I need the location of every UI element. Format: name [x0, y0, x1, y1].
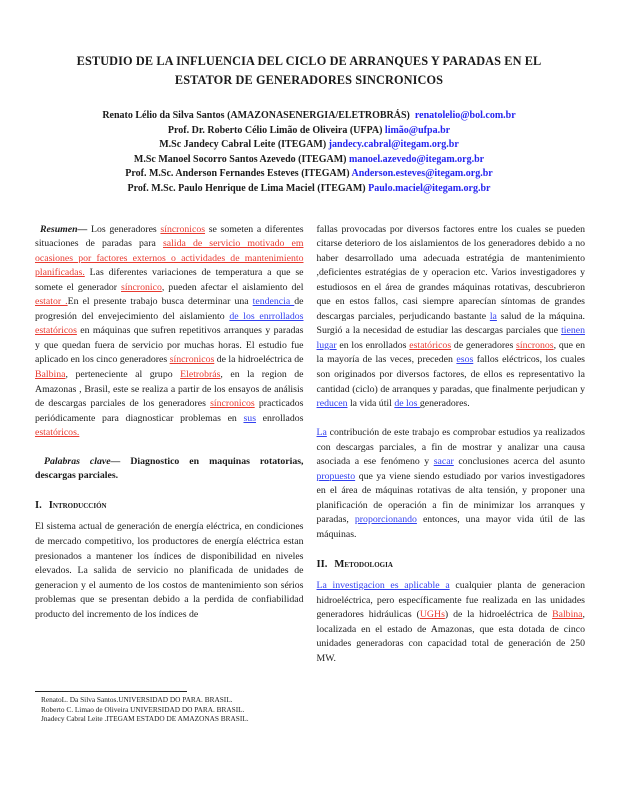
- author-name: Prof. Dr. Roberto Célio Limão de Oliveira (UFPA): [167, 124, 383, 136]
- text-run: proporcionando: [354, 514, 417, 526]
- text-run: conclusiones acerca del asunto: [453, 456, 585, 468]
- section-number: II.: [316, 558, 328, 570]
- text-run: , en la region de Amazonas , Brasil, este se realiza a partir de los ensayos de análisis de descargas parciales de los generadores: [35, 369, 304, 410]
- text-run: La investigacion es aplicable a: [316, 580, 450, 592]
- text-run: Eletrobrás: [180, 369, 221, 381]
- text-run: esos: [456, 354, 474, 366]
- keywords-paragraph: [35, 455, 304, 484]
- footnote-block: [35, 691, 304, 724]
- paper-title-line-2: ESTATOR DE GENERADORES SINCRONICOS: [174, 73, 444, 87]
- paper-title: [59, 52, 559, 90]
- author-name: Prof. M.Sc. Anderson Fernandes Esteves (ITEGAM): [125, 168, 350, 180]
- text-run: síncronico: [121, 281, 162, 293]
- text-run: síncronicos: [160, 223, 206, 235]
- text-run: generadores.: [419, 398, 470, 410]
- text-run: de los enrrollados: [229, 310, 304, 322]
- text-run: contribución de este trabajo es comprobar estudios ya realizados con descargas parciales, a fin de mostrar y analizar una causa asociada a ese fenómeno y: [316, 427, 585, 468]
- text-run: practicados periódicamente para diagnosticar problemas en: [35, 398, 304, 424]
- section-heading-introduction: [35, 499, 304, 514]
- author-line: [0, 109, 618, 124]
- text-run: estatóricos.: [35, 427, 80, 439]
- text-run: Palabras clave—: [44, 455, 131, 467]
- left-column: [35, 223, 304, 667]
- text-run: síncronos: [516, 339, 554, 351]
- section-number: I.: [35, 499, 42, 511]
- two-column-body: [35, 223, 585, 667]
- text-run: salud de la máquina. Surgió a la necesidad de estudiar las descargas parciales que: [316, 310, 586, 337]
- text-run: de generadores: [451, 339, 517, 351]
- footnote-line: RenatoL. Da Silva Santos.UNIVERSIDAD DO PARA. BRASIL.: [41, 695, 233, 704]
- text-run: La: [316, 427, 327, 439]
- footnote-separator-rule: [35, 691, 187, 692]
- text-run: Balbina: [552, 609, 583, 621]
- text-run: en máquinas que sufren repetitivos arranques y paradas y que quedan fuera de servicio por muchas horas. El estudio fue aplicado en los cinco generadores: [35, 325, 304, 366]
- text-run: En el presente trabajo busca determinar una: [67, 296, 253, 308]
- right-column: [317, 223, 586, 667]
- text-run: cualquier planta de generacion hidroeléctrica, pero específicamente fue realizada en las unidades generadores hidráulicas (: [316, 580, 586, 621]
- text-run: Las diferentes variaciones de temperatura a que se somete el generador: [35, 267, 304, 293]
- text-run: entonces, una mayor vida útil de las máquinas.: [316, 514, 585, 540]
- author-line: [0, 167, 618, 182]
- author-email-link[interactable]: renatolelio@bol.com.br: [414, 110, 516, 121]
- text-run: Diagnostico en maquinas rotatorias, descargas parciales.: [35, 455, 304, 482]
- text-run: salida de servicio motivado em ocasiones por factores externos o actividades de mantenimiento planificadas.: [35, 238, 304, 279]
- section-title: Introducción: [48, 499, 107, 511]
- author-line: [0, 138, 618, 153]
- text-run: que ya viene siendo estudiado por varios investigadores en el área de máquinas rotativas de alta tensión, y proponer una planificación de operación a fin de minimizar los arranques y paradas,: [316, 470, 585, 526]
- author-block: [0, 109, 618, 197]
- section-title: Metodologia: [334, 558, 393, 570]
- footnote-line: Roberto C. Limao de Oliveira UNIVERSIDAD DO PARA. BRASIL.: [41, 704, 245, 714]
- text-run: , pueden afectar el aislamiento del: [161, 281, 304, 293]
- text-run: estatóricos: [35, 325, 77, 337]
- text-run: fallos eléctricos, los cuales son originados por diversos factores, de ellos es representativo la cantidad (ciclo) de arranques y paradas, que finalmente perjudican y: [316, 354, 585, 395]
- author-name: Renato Lélio da Silva Santos (AMAZONASENERGIA/ELETROBRÁS): [102, 110, 410, 121]
- text-run: Los generadores: [91, 223, 161, 235]
- text-run: tendencia: [252, 296, 295, 308]
- text-run: Resumen—: [40, 223, 92, 235]
- body-paragraph-3: [317, 579, 586, 666]
- text-run: de los: [394, 398, 420, 410]
- text-run: síncronicos: [210, 398, 255, 410]
- text-run: , perteneciente al grupo: [65, 369, 181, 381]
- text-run: reducen: [316, 398, 348, 410]
- abstract-paragraph: [35, 223, 304, 441]
- text-run: la: [489, 310, 497, 322]
- text-run: ) de la hidroeléctrica de: [444, 609, 553, 621]
- author-line: [0, 153, 618, 168]
- text-run: en los enrollados: [336, 339, 410, 351]
- author-email-link[interactable]: jandecy.cabral@itegam.org.br: [328, 139, 459, 151]
- author-email-link[interactable]: limão@ufpa.br: [384, 124, 451, 136]
- text-run: sus: [243, 412, 257, 424]
- text-run: estator .: [35, 296, 68, 308]
- text-run: la vida útil: [347, 398, 395, 410]
- author-email-link[interactable]: manoel.azevedo@itegam.org.br: [348, 153, 485, 165]
- paper-title-line-1: ESTUDIO DE LA INFLUENCIA DEL CICLO DE ARRANQUES Y PARADAS EN EL: [76, 54, 542, 68]
- section-heading-metodologia: [317, 558, 586, 573]
- footnote-line: Jnadecy Cabral Leite .ITEGAM ESTADO DE AMAZONAS BRASIL.: [41, 714, 249, 724]
- text-run: de progresión del envejecimiento del aislamiento: [35, 296, 304, 322]
- author-email-link[interactable]: Paulo.maciel@itegam.org.br: [368, 182, 491, 194]
- text-run: síncronicos: [169, 354, 215, 366]
- text-run: se someten a diferentes situaciones de paradas para: [35, 223, 304, 250]
- text-run: propuesto: [316, 470, 356, 482]
- text-run: tienen lugar: [316, 325, 585, 351]
- text-run: Balbina: [35, 369, 66, 381]
- text-run: estatóricos: [409, 339, 452, 351]
- body-paragraph-1: [317, 223, 586, 412]
- text-run: enrollados: [256, 412, 304, 424]
- text-run: fallas provocadas por diversos factores entre los cuales se pueden citarse deterioro de los aislamientos de los generadores debido a no haber desarrollado uma adecuada estratégia de mantenimiento ,deficientes estratégias de y operacion etc. Varios investigadores y estudiosos en el área de grandes máquinas rotativas, descubrieron que en estos fallos, casi siempre aparecían síntomas de grandes descargas parciales, perjudicando bastante: [316, 223, 585, 322]
- author-name: M.Sc Jandecy Cabral Leite (ITEGAM): [159, 139, 327, 151]
- author-name: M.Sc Manoel Socorro Santos Azevedo (ITEGAM): [133, 153, 347, 165]
- author-line: [0, 124, 618, 139]
- author-email-link[interactable]: Anderson.esteves@itegam.org.br: [351, 168, 493, 180]
- text-run: de la hidroeléctrica de: [214, 354, 304, 366]
- text-run: , que en la mayoría de las veces, preceden: [316, 339, 585, 366]
- author-line: [0, 182, 618, 197]
- introduction-paragraph: El sistema actual de generación de energía eléctrica, en condiciones de mercado competitivo, los productores de energía eléctrica estan presionados a mantener los índices de disponibilidad en niveles elevados. La salida de servicio no planificada de unidades de generacion y el aumento de los costos de mantenimiento son sérios problemas que se presentan debido a la perdida de confiabilidad producto del incremento de los índices de: [35, 521, 304, 620]
- text-run: , localizada en el estado de Amazonas, que esta dotada de cinco unidades generadoras con capacidad total de generación de 250 MW.: [316, 609, 585, 664]
- text-run: UGHs: [419, 609, 445, 621]
- text-run: sacar: [433, 456, 454, 468]
- body-paragraph-2: [317, 426, 586, 542]
- author-name: Prof. M.Sc. Paulo Henrique de Lima Maciel (ITEGAM): [127, 182, 366, 194]
